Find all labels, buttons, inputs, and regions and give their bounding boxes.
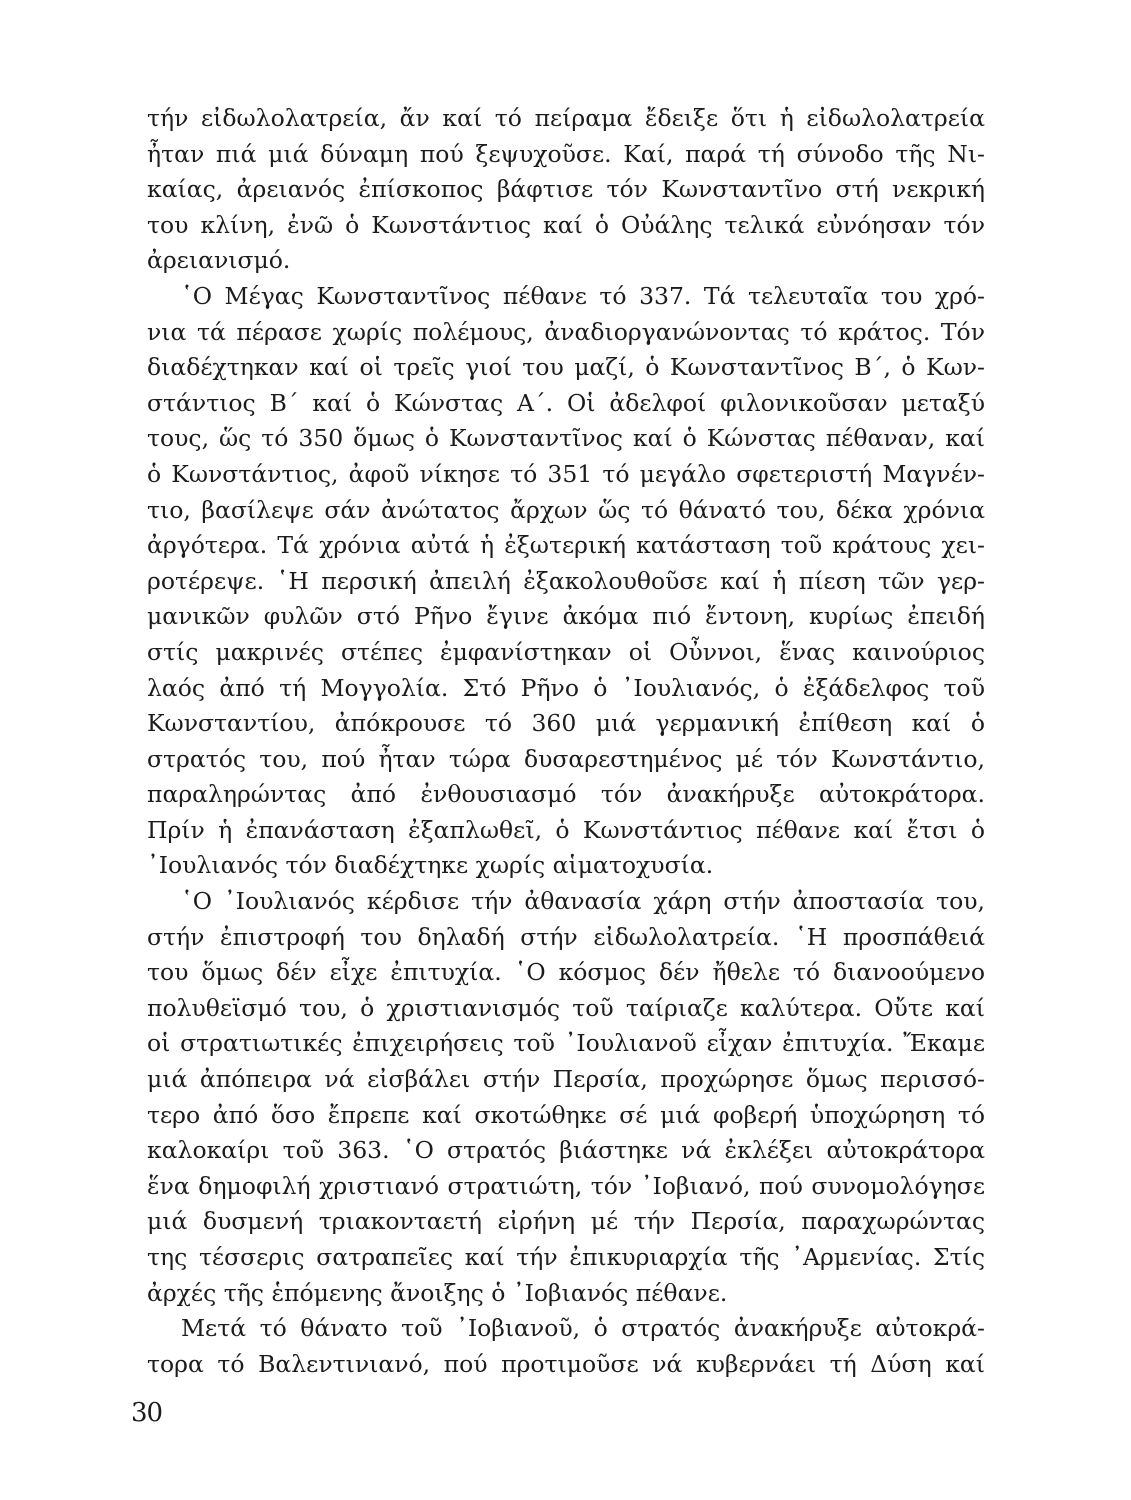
text-line: λαός ἀπό τή Μογγολία. Στό Ρῆνο ὁ ᾿Ιουλιανός, ὁ ἐξάδελφος τοῦ	[147, 673, 985, 702]
text-line: μανικῶν φυλῶν στό Ρῆνο ἔγινε ἀκόμα πιό ἔντονη, κυρίως ἐπειδή	[147, 602, 985, 631]
text-line: ροτέρεψε. ῾Η περσική ἀπειλή ἐξακολουθοῦσε καί ἡ πίεση τῶν γερ-	[147, 566, 985, 595]
text-line: Πρίν ἡ ἐπανάσταση ἐξαπλωθεῖ, ὁ Κωνστάντιος πέθανε καί ἔτσι ὁ	[147, 815, 985, 844]
text-line: ἕνα δημοφιλή χριστιανό στρατιώτη, τόν ᾿Ιοβιανό, πού συνομολόγησε	[147, 1171, 985, 1200]
text-line: ῾Ο ᾿Ιουλιανός κέρδισε τήν ἀθανασία χάρη στήν ἀποστασία του,	[181, 887, 985, 916]
text-line: της τέσσερις σατραπεῖες καί τήν ἐπικυριαρχία τῆς ᾿Αρμενίας. Στίς	[147, 1243, 985, 1271]
text-line: ὁ Κωνστάντιος, ἀφοῦ νίκησε τό 351 τό μεγάλο σφετεριστή Μαγνέν-	[147, 459, 985, 488]
text-line: Κωνσταντίου, ἀπόκρουσε τό 360 μιά γερμανική ἐπίθεση καί ὁ	[147, 709, 985, 738]
text-line: οἱ στρατιωτικές ἐπιχειρήσεις τοῦ ᾿Ιουλιανοῦ εἶχαν ἐπιτυχία. Ἔκαμε	[147, 1029, 985, 1058]
text-line: τιο, βασίλεψε σάν ἀνώτατος ἄρχων ὥς τό θάνατό του, δέκα χρόνια	[147, 495, 985, 524]
text-line: παραληρώντας ἀπό ἐνθουσιασμό τόν ἀνακήρυξε αὐτοκράτορα.	[147, 780, 985, 809]
text-line: στάντιος Β΄ καί ὁ Κώνστας Α΄. Οἱ ἀδελφοί φιλονικοῦσαν μεταξύ	[147, 388, 985, 417]
text-line: τήν εἰδωλολατρεία, ἄν καί τό πείραμα ἔδειξε ὅτι ἡ εἰδωλολατρεία	[147, 104, 985, 132]
body-text	[147, 101, 985, 1382]
text-line: ῾Ο Μέγας Κωνσταντῖνος πέθανε τό 337. Τά τελευταῖα του χρό-	[181, 281, 985, 310]
text-line: καίας, ἀρειανός ἐπίσκοπος βάφτισε τόν Κωνσταντῖνο στή νεκρική	[147, 175, 985, 204]
text-line: στρατός του, πού ἦταν τώρα δυσαρεστημένος μέ τόν Κωνστάντιο,	[147, 744, 985, 773]
text-line: Μετά τό θάνατο τοῦ ᾿Ιοβιανοῦ, ὁ στρατός ἀνακήρυξε αὐτοκρά-	[181, 1314, 985, 1343]
text-line: στίς μακρινές στέπες ἐμφανίστηκαν οἱ Οὖννοι, ἕνας καινούριος	[147, 637, 985, 666]
text-line: μιά ἀπόπειρα νά εἰσβάλει στήν Περσία, προχώρησε ὅμως περισσό-	[147, 1065, 985, 1094]
text-line: νια τά πέρασε χωρίς πολέμους, ἀναδιοργανώνοντας τό κράτος. Τόν	[147, 317, 985, 346]
text-line: τορα τό Βαλεντινιανό, πού προτιμοῦσε νά κυβερνάει τή Δύση καί	[147, 1349, 985, 1378]
text-line: ἦταν πιά μιά δύναμη πού ξεψυχοῦσε. Καί, παρά τή σύνοδο τῆς Νι-	[147, 139, 985, 168]
page-number: 30	[131, 1398, 163, 1428]
text-line: στήν ἐπιστροφή του δηλαδή στήν εἰδωλολατρεία. ῾Η προσπάθειά	[147, 922, 985, 951]
text-line: του κλίνη, ἐνῶ ὁ Κωνστάντιος καί ὁ Οὐάλης τελικά εὐνόησαν τόν	[147, 210, 985, 239]
text-line: διαδέχτηκαν καί οἱ τρεῖς γιοί του μαζί, ὁ Κωνσταντῖνος Β΄, ὁ Κων-	[147, 353, 985, 382]
text-line: ἀρχές τῆς ἑπόμενης ἄνοιξης ὁ ᾿Ιοβιανός πέθανε.	[147, 1278, 728, 1307]
text-line: τους, ὥς τό 350 ὅμως ὁ Κωνσταντῖνος καί ὁ Κώνστας πέθαναν, καί	[147, 424, 985, 453]
text-line: ἀργότερα. Τά χρόνια αὐτά ἡ ἐξωτερική κατάσταση τοῦ κράτους χει-	[147, 531, 985, 560]
text-line: ἀρειανισμό.	[147, 246, 291, 275]
text-line: πολυθεϊσμό του, ὁ χριστιανισμός τοῦ ταίριαζε καλύτερα. Οὔτε καί	[147, 993, 985, 1022]
text-line: ᾿Ιουλιανός τόν διαδέχτηκε χωρίς αἱματοχυσία.	[147, 851, 714, 880]
text-line: τερο ἀπό ὅσο ἔπρεπε καί σκοτώθηκε σέ μιά φοβερή ὑποχώρηση τό	[147, 1100, 985, 1129]
text-line: καλοκαίρι τοῦ 363. ῾Ο στρατός βιάστηκε νά ἐκλέξει αὐτοκράτορα	[147, 1136, 985, 1165]
text-line: του ὅμως δέν εἶχε ἐπιτυχία. ῾Ο κόσμος δέν ἤθελε τό διανοούμενο	[147, 958, 985, 987]
text-line: μιά δυσμενή τριακονταετή εἰρήνη μέ τήν Περσία, παραχωρώντας	[147, 1207, 985, 1236]
